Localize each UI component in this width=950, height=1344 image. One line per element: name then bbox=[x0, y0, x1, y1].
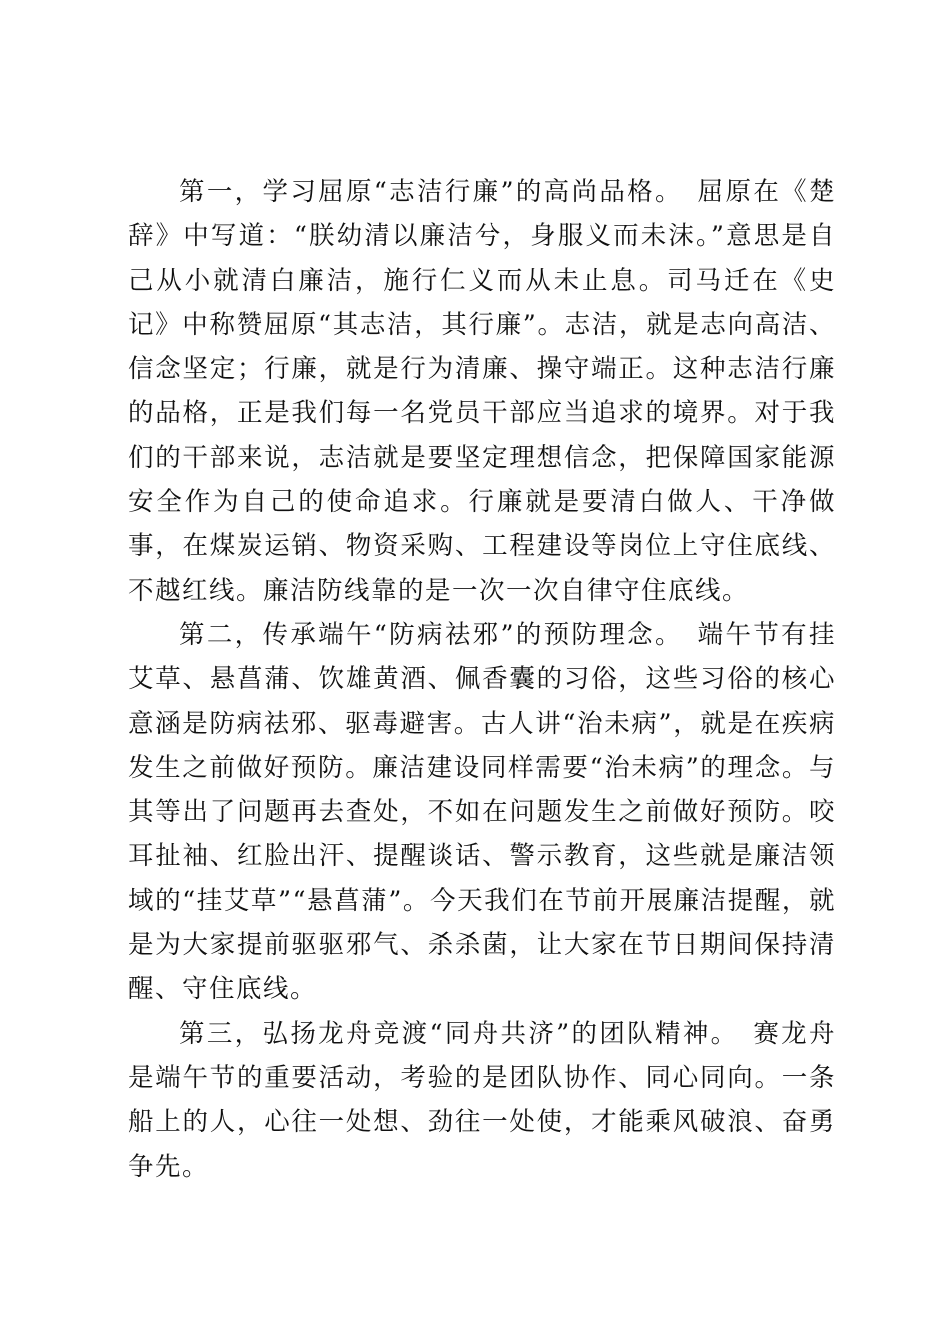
paragraph-1-body: 屈原在《楚辞》中写道：“朕幼清以廉洁兮，身服义而未沫。”意思是自己从小就清白廉洁，施行仁义而从未止息。司马迁在《史记》中称赞屈原“其志洁，其行廉”。志洁，就是志向高洁、信念坚定；行廉，就是行为清廉、操守端正。这种志洁行廉的品格，正是我们每一名党员干部应当追求的境界。对于我们的干部来说，志洁就是要坚定理想信念，把保障国家能源安全作为自己的使命追求。行廉就是要清白做人、干净做事，在煤炭运销、物资采购、工程建设等岗位上守住底线、不越红线。廉洁防线靠的是一次一次自律守住底线。 bbox=[128, 177, 836, 606]
paragraph-3-lead: 第三，弘扬龙舟竞渡“同舟共济”的团队精神。 bbox=[179, 1018, 739, 1049]
paragraph-3 bbox=[128, 1012, 836, 1189]
paragraph-1 bbox=[128, 170, 836, 613]
paragraph-2 bbox=[128, 613, 836, 1012]
paragraph-2-lead: 第二，传承端午“防病祛邪”的预防理念。 bbox=[179, 619, 683, 650]
paragraph-2-body: 端午节有挂艾草、悬菖蒲、饮雄黄酒、佩香囊的习俗，这些习俗的核心意涵是防病祛邪、驱毒避害。古人讲“治未病”，就是在疾病发生之前做好预防。廉洁建设同样需要“治未病”的理念。与其等出了问题再去查处，不如在问题发生之前做好预防。咬耳扯袖、红脸出汗、提醒谈话、警示教育，这些就是廉洁领域的“挂艾草”“悬菖蒲”。今天我们在节前开展廉洁提醒，就是为大家提前驱驱邪气、杀杀菌，让大家在节日期间保持清醒、守住底线。 bbox=[128, 619, 836, 1005]
paragraph-1-lead: 第一，学习屈原“志洁行廉”的高尚品格。 bbox=[179, 177, 683, 207]
paragraph-3-body: 赛龙舟是端午节的重要活动，考验的是团队协作、同心同向。一条船上的人，心往一处想、劲往一处使，才能乘风破浪、奋勇争先。 bbox=[128, 1018, 836, 1182]
document-body bbox=[128, 170, 836, 1189]
